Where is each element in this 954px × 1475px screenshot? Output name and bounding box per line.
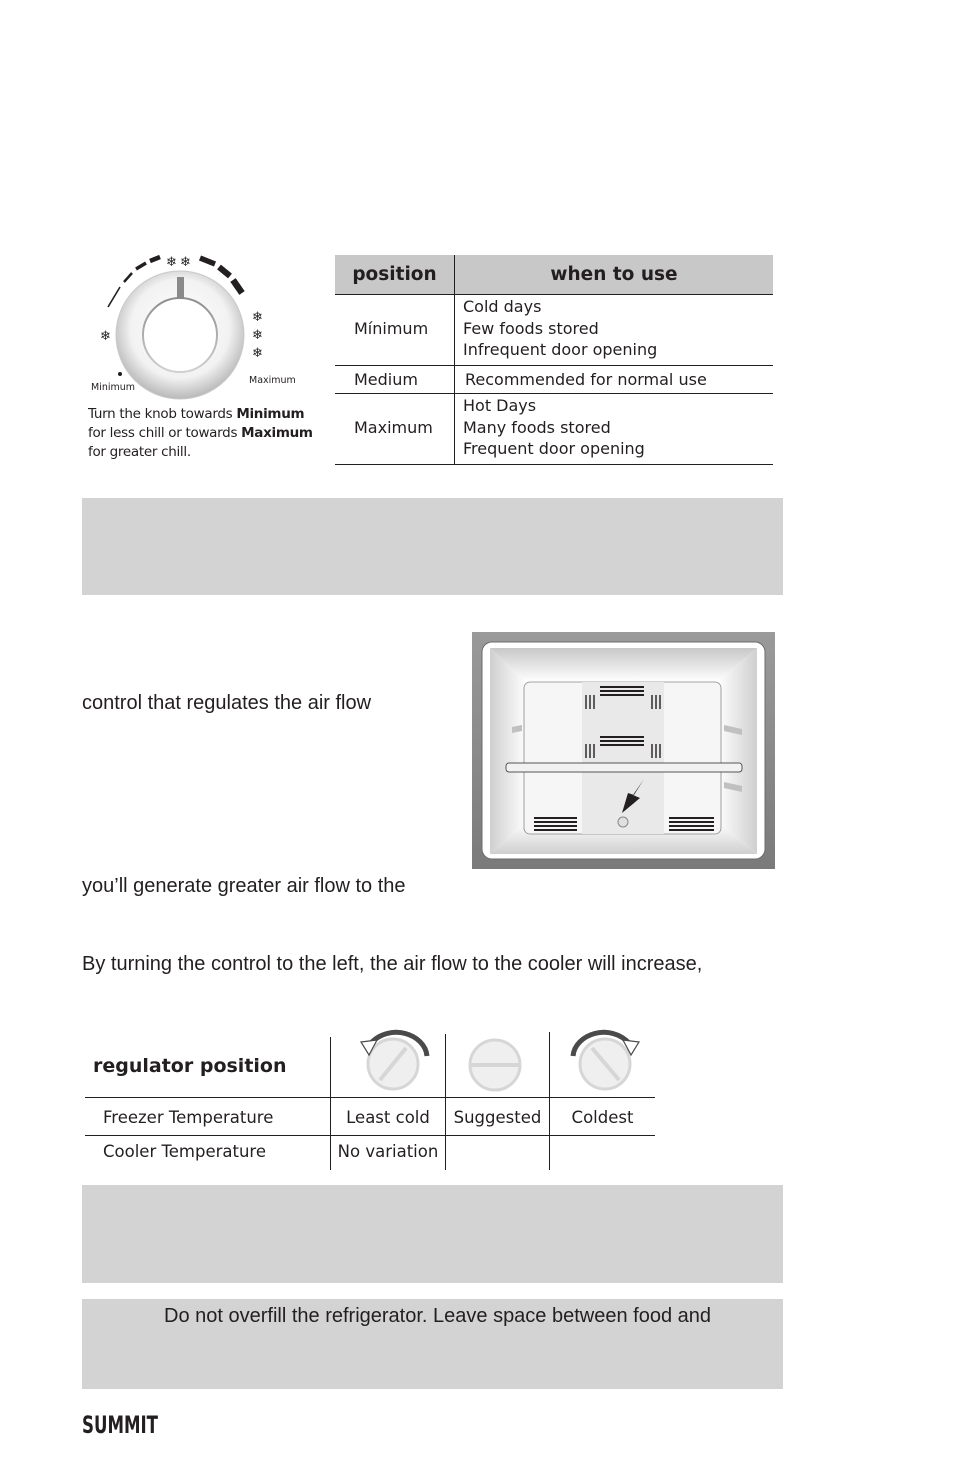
snowflake-icon: ❄ (166, 255, 177, 270)
regulator-cell: Coldest (571, 1108, 634, 1127)
air-regulator-table (85, 1022, 657, 1172)
regulator-row-label: Cooler Temperature (103, 1142, 266, 1161)
thermostat-position-table (335, 255, 773, 465)
regulator-cell: Least cold (346, 1108, 430, 1127)
column-header-when-to-use: when to use (550, 264, 678, 285)
use-item: Frequent door opening (463, 439, 645, 458)
knob-maximum-label: Maximum (249, 375, 296, 386)
gray-note-panel (82, 1185, 783, 1283)
use-item: Cold days (463, 297, 542, 316)
snowflake-icon: ❄ (180, 255, 191, 270)
airflow-text-line: By turning the control to the left, the air flow to the cooler will increase, (82, 953, 703, 975)
svg-text:SUMMIT: SUMMIT (82, 1411, 159, 1439)
table-cell-uses (463, 296, 657, 361)
regulator-right-icon (565, 1022, 645, 1094)
use-item: Few foods stored (463, 318, 599, 338)
table-cell-position: Medium (354, 370, 418, 389)
knob-minimum-label: Minimum (91, 382, 136, 393)
regulator-position-header: regulator position (93, 1055, 287, 1077)
summit-logo (82, 1411, 162, 1442)
row-divider (85, 1135, 655, 1136)
row-divider (335, 393, 773, 394)
knob-caption (88, 405, 318, 462)
freezer-interior-figure (472, 632, 775, 869)
snowflake-icon: ❄ (252, 328, 263, 343)
thermostat-knob-illustration (80, 245, 320, 395)
regulator-cell: Suggested (453, 1108, 542, 1127)
use-item: Infrequent door opening (463, 340, 658, 359)
gray-note-panel (82, 498, 783, 595)
snowflake-icon: ❄ (252, 346, 263, 361)
airflow-text-line: you’ll generate greater air flow to the (82, 875, 406, 897)
caption-bold-minimum: Minimum (236, 406, 305, 422)
minimum-dot (118, 372, 122, 376)
row-divider (335, 365, 773, 366)
regulator-center-icon (465, 1037, 525, 1097)
column-divider (445, 1034, 446, 1097)
table-cell-uses (463, 395, 645, 460)
column-divider (549, 1032, 550, 1170)
summit-logo-mark (82, 1411, 162, 1437)
airflow-text-line: control that regulates the air flow (82, 692, 372, 714)
caption-text: Turn the knob towards (88, 406, 237, 422)
table-cell-position: Maximum (354, 418, 433, 437)
regulator-left-icon (355, 1022, 435, 1094)
use-item: Many foods stored (463, 417, 611, 437)
regulator-cell: No variation (337, 1142, 439, 1161)
column-header-position: position (352, 264, 437, 285)
table-cell-position: Mínimum (354, 319, 429, 338)
column-divider (454, 255, 455, 465)
caption-text: for greater chill. (88, 444, 191, 460)
snowflake-icon: ❄ (100, 329, 111, 344)
freezer-interior-illustration (472, 632, 775, 869)
knob-pointer (177, 277, 184, 299)
row-divider (335, 464, 773, 465)
caption-bold-maximum: Maximum (241, 425, 313, 441)
row-divider (85, 1097, 655, 1098)
thermostat-knob-figure (80, 245, 320, 395)
table-cell-uses: Recommended for normal use (465, 370, 707, 389)
regulator-row-label: Freezer Temperature (103, 1108, 274, 1127)
table-header-row (335, 255, 773, 295)
snowflake-icon: ❄ (252, 310, 263, 325)
overfill-notice-text: Do not overfill the refrigerator. Leave space between food and (164, 1305, 712, 1327)
overfill-notice-panel (82, 1299, 783, 1389)
use-item: Hot Days (463, 396, 537, 415)
knob-center (143, 298, 217, 372)
caption-text: for less chill or towards (88, 425, 242, 441)
